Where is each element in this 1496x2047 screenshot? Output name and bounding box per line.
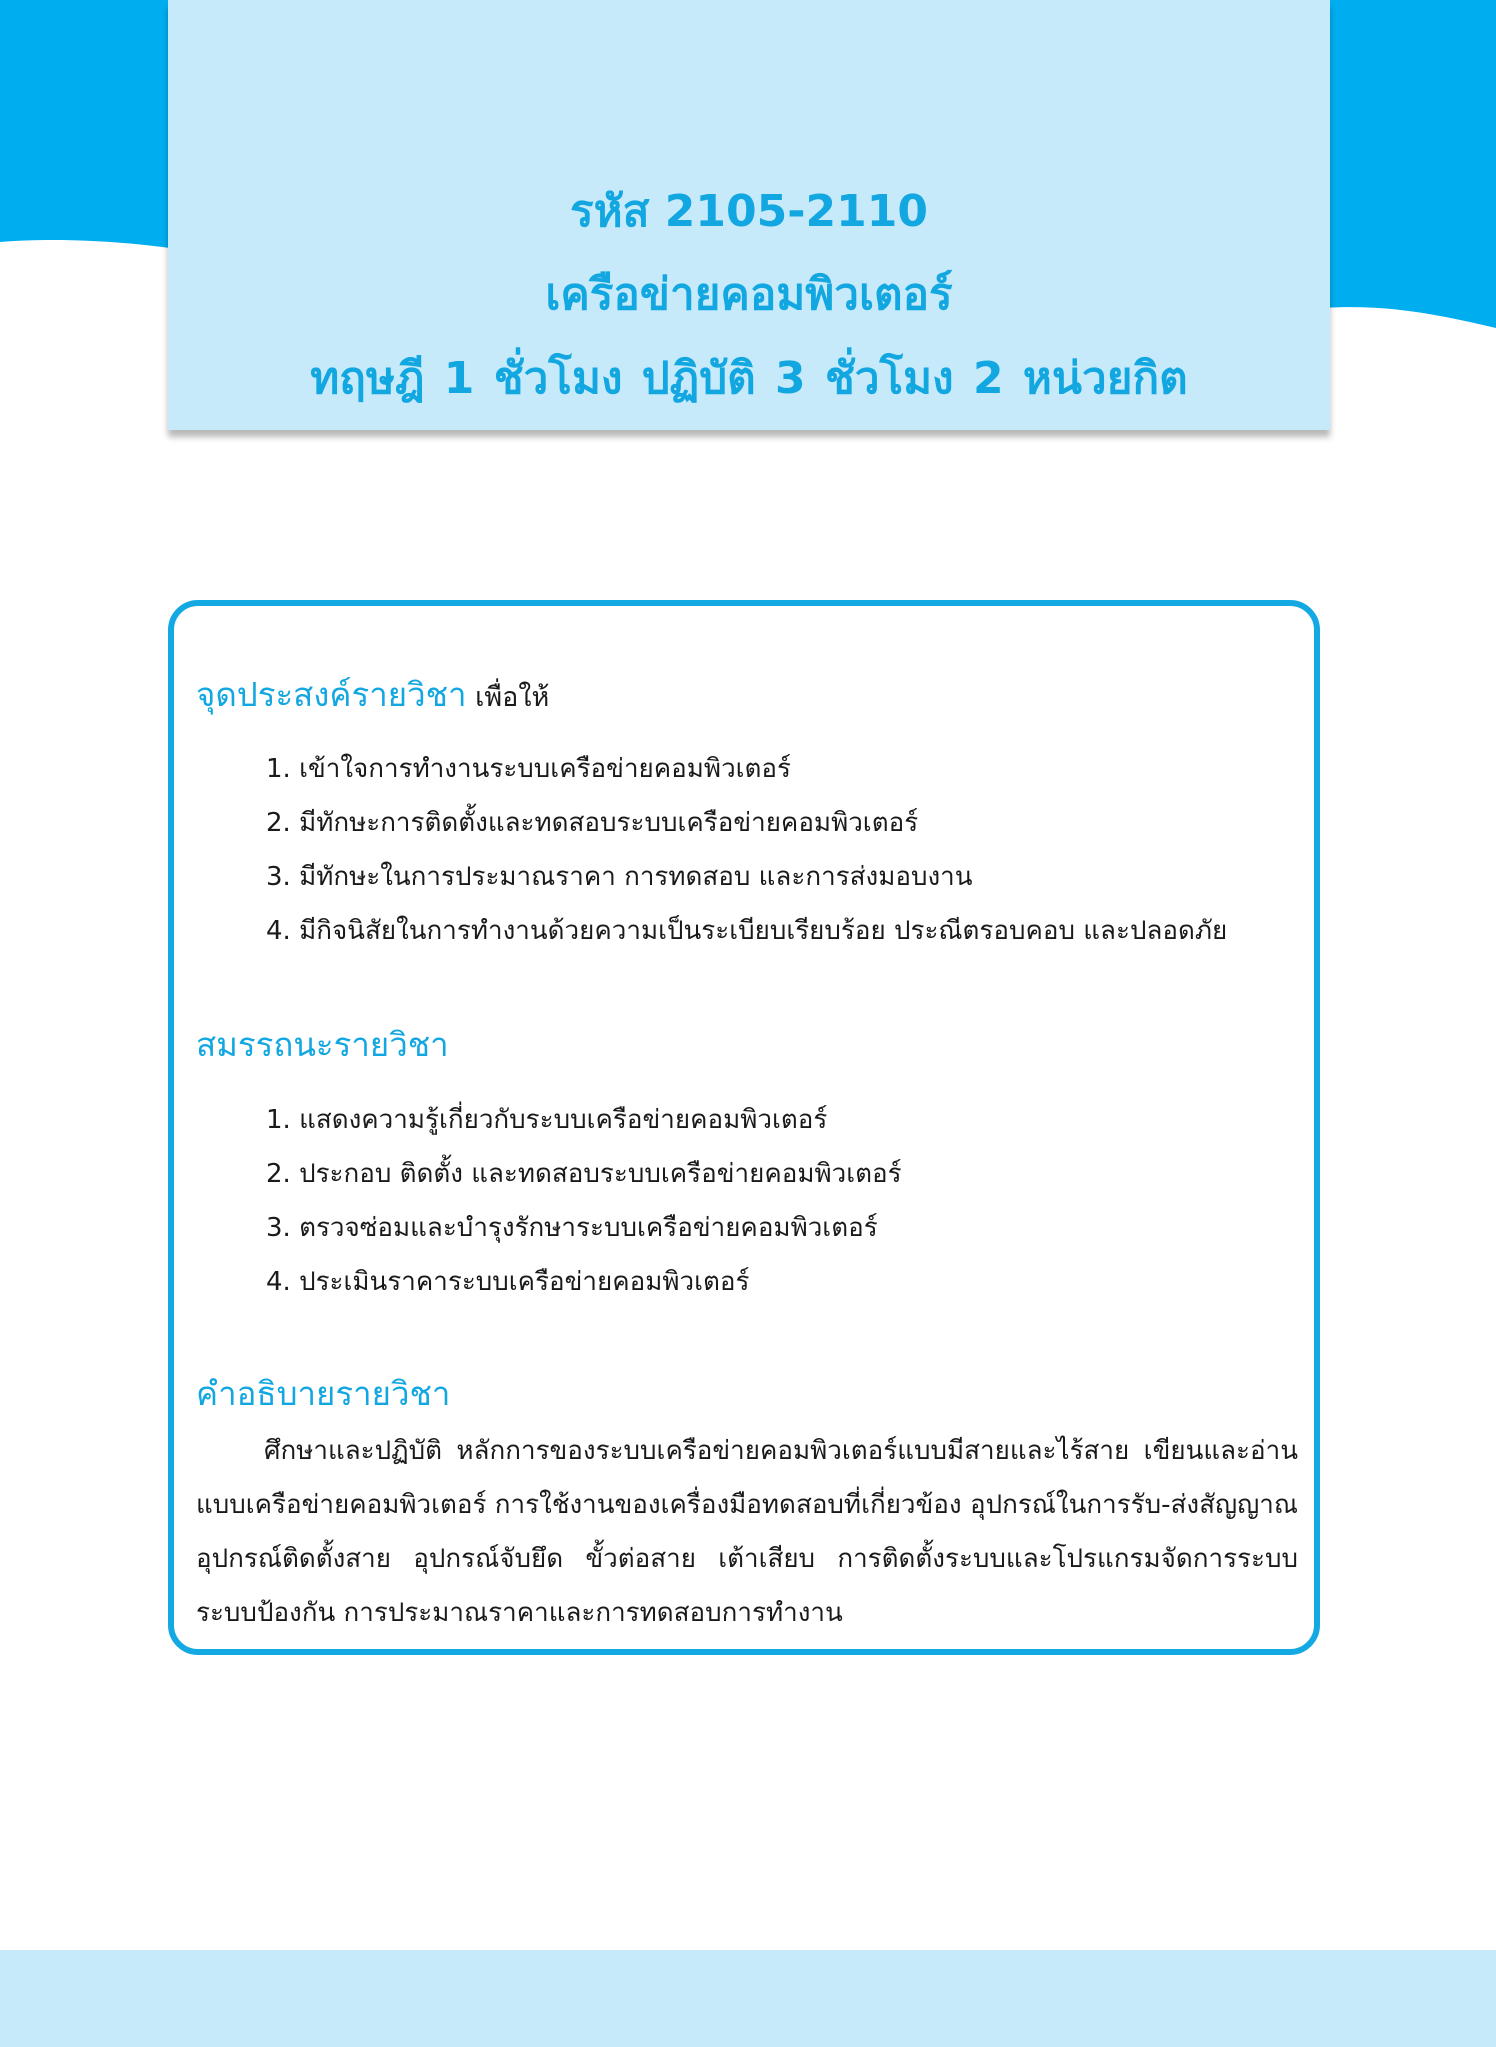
list-item: 3. ตรวจซ่อมและบำรุงรักษาระบบเครือข่ายคอมพิวเตอร์ [266,1213,878,1243]
list-item: 4. มีกิจนิสัยในการทำงานด้วยความเป็นระเบียบเรียบร้อย ประณีตรอบคอบ และปลอดภัย [266,916,1228,946]
course-header-panel [168,0,1330,430]
list-item: 2. ประกอบ ติดตั้ง และทดสอบระบบเครือข่ายคอมพิวเตอร์ [266,1159,902,1189]
objectives-heading [196,668,549,721]
objectives-title: จุดประสงค์รายวิชา [196,675,467,714]
competencies-list [266,1093,902,1309]
list-item: 3. มีทักษะในการประมาณราคา การทดสอบ และการส่งมอบงาน [266,862,973,892]
list-item: 2. มีทักษะการติดตั้งและทดสอบระบบเครือข่ายคอมพิวเตอร์ [266,808,919,838]
list-item: 1. เข้าใจการทำงานระบบเครือข่ายคอมพิวเตอร์ [266,754,792,784]
list-item: 4. ประเมินราคาระบบเครือข่ายคอมพิวเตอร์ [266,1267,750,1297]
description-text: ศึกษาและปฏิบัติ หลักการของระบบเครือข่ายคอมพิวเตอร์แบบมีสายและไร้สาย เขียนและอ่านแบบเครือข่ายคอมพิวเตอร์ การใช้งานของเครื่องมือทดสอบที่เกี่ยวข้อง อุปกรณ์ในการรับ-ส่งสัญญาณ อุปกรณ์ติดตั้งสาย อุปกรณ์จับยึด ขั้วต่อสาย เต้าเสียบ การติดตั้งระบบและโปรแกรมจัดการระบบระบบป้องกัน การประมาณราคาและการทดสอบการทำงาน [196,1436,1298,1628]
course-name: เครือข่ายคอมพิวเตอร์ [545,269,953,320]
list-item: 1. แสดงความรู้เกี่ยวกับระบบเครือข่ายคอมพิวเตอร์ [266,1105,828,1135]
description-heading: คำอธิบายรายวิชา [196,1374,451,1413]
objectives-suffix: เพื่อให้ [466,682,550,713]
course-hours-credits: ทฤษฎี 1 ชั่วโมง ปฏิบัติ 3 ชั่วโมง 2 หน่วยกิต [310,353,1188,404]
objectives-list [266,742,1227,958]
course-code: รหัส 2105-2110 [570,186,928,237]
footer-band [0,1950,1496,2047]
competencies-heading: สมรรถนะรายวิชา [196,1025,449,1064]
